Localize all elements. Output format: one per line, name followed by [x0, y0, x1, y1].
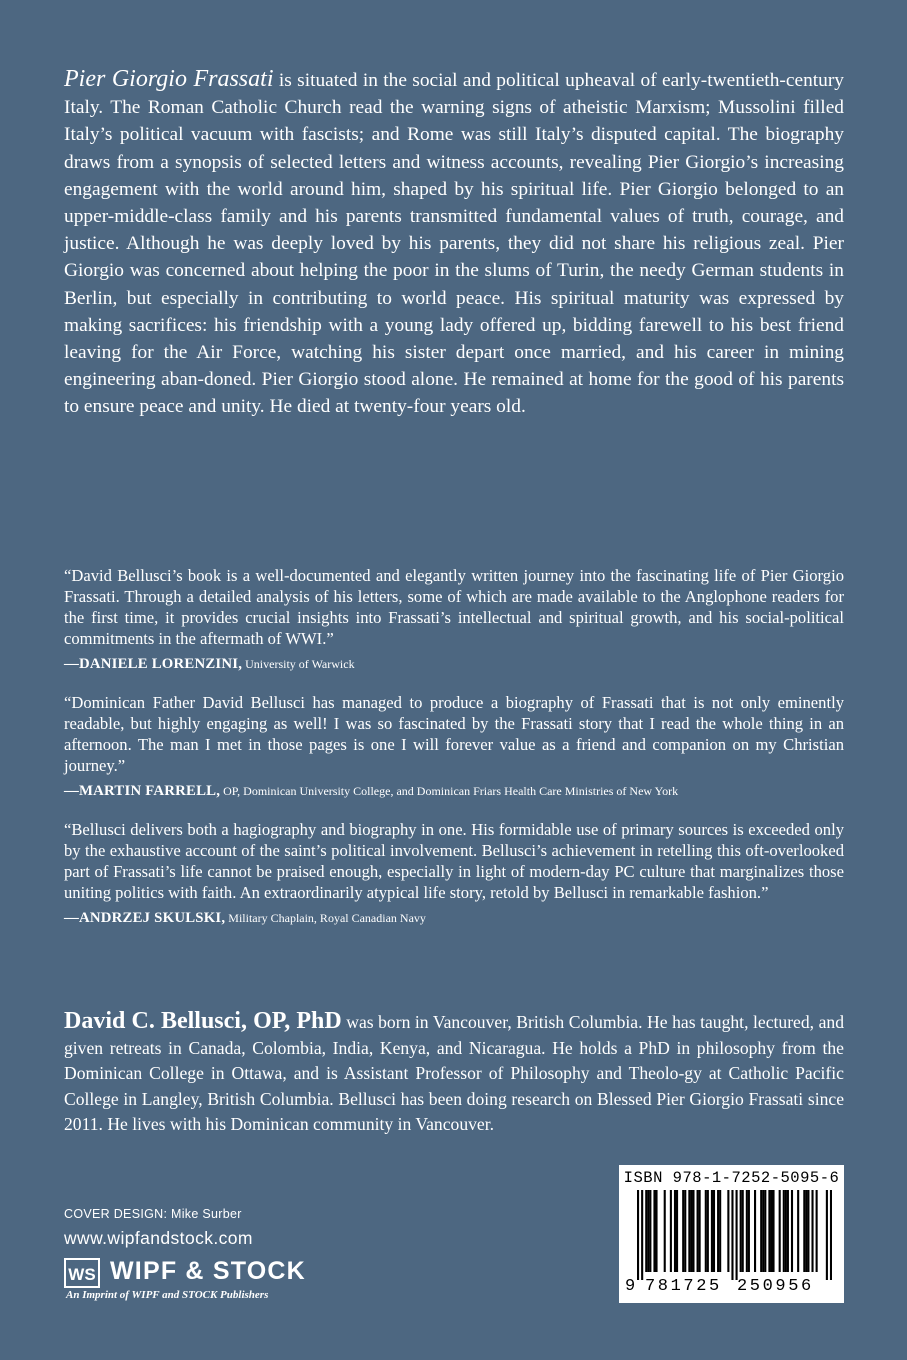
publisher-imprint: [64, 1258, 384, 1304]
barcode-bar: [830, 1190, 832, 1280]
barcode-bar: [783, 1190, 785, 1272]
barcode-digits-right: 250956: [737, 1277, 814, 1296]
barcode-bar: [736, 1190, 738, 1280]
publisher-name: WIPF & STOCK: [110, 1257, 306, 1285]
publisher-imprint-line: An Imprint of WIPF and STOCK Publishers: [66, 1289, 269, 1301]
endorsement-attribution: [64, 910, 844, 926]
book-description-text: is situated in the social and political upheaval of early-twentieth-century Italy. The Roman Catholic Church read the warning signs of atheistic Marxism; Mussolini filled Italy’s political vacuum with fascists; and Rome was still Italy’s disputed capital. The biography draws from a synopsis of selected letters and witness accounts, revealing Pier Giorgio’s increasing engagement with the world around him, shaped by his spiritual life. Pier Giorgio belonged to an upper-middle-class family and his parents transmitted fundamental values of truth, courage, and justice. Although he was deeply loved by his parents, they did not share his religious zeal. Pier Giorgio was concerned about helping the poor in the slums of Turin, the needy German students in Berlin, but especially in contributing to world peace. His spiritual maturity was expressed by making sacrifices: his friendship with a young lady offered up, bidding farewell to his best friend leaving for the Air Force, watching his sister depart once married, and his career in mining engineering aban-doned. Pier Giorgio stood alone. He remained at home for the good of his parents to ensure peace and unity. He died at twenty-four years old.: [64, 70, 844, 418]
endorsement-quote: “Dominican Father David Bellusci has managed to produce a biography of Frassati that is not only eminently readable, but highly engaging as well! I was so fascinated by the Frassati story that I read the whole thing in an afternoon. The man I met in those pages is one I will forever value as a friend and companion on my Christian journey.”: [64, 693, 844, 775]
barcode-bar: [740, 1190, 742, 1272]
barcode-bar: [707, 1190, 709, 1272]
barcode-bar: [713, 1190, 715, 1272]
barcode-bar: [690, 1190, 692, 1272]
barcode-bar: [674, 1190, 676, 1272]
barcode-bar: [682, 1190, 684, 1272]
endorsement: [64, 692, 844, 799]
barcode-bar: [742, 1190, 744, 1272]
endorser-affiliation: University of Warwick: [242, 657, 355, 671]
barcode-bar: [731, 1190, 733, 1280]
barcode-bar: [717, 1190, 719, 1272]
barcode-bar: [692, 1190, 694, 1272]
publisher-logo-letters: WS: [68, 1265, 96, 1284]
barcode-bar: [779, 1190, 781, 1272]
book-description: [64, 66, 844, 421]
barcode-bar: [770, 1190, 772, 1272]
book-title: Pier Giorgio Frassati: [64, 66, 274, 92]
barcode-bars: [637, 1190, 832, 1280]
barcode-bar: [768, 1190, 770, 1272]
barcode-bar: [805, 1190, 807, 1272]
barcode-bar: [816, 1190, 818, 1272]
endorsement-attribution: [64, 656, 844, 672]
endorser-name: —DANIELE LORENZINI,: [64, 656, 243, 672]
barcode-bar: [764, 1190, 766, 1272]
endorsement: [64, 565, 844, 672]
barcode-bar: [705, 1190, 707, 1272]
barcode-bar: [826, 1190, 828, 1280]
barcode-bar: [748, 1190, 750, 1272]
barcode-bar: [762, 1190, 764, 1272]
barcode-bar: [664, 1190, 666, 1272]
barcode-bar: [655, 1190, 657, 1272]
barcode-bar: [653, 1190, 655, 1272]
barcode-bar: [772, 1190, 774, 1272]
endorser-name: —ANDRZEJ SKULSKI,: [64, 910, 226, 926]
barcode-bar: [697, 1190, 699, 1272]
endorsements: [64, 565, 844, 946]
barcode-bar: [797, 1190, 799, 1272]
publisher-website: www.wipfandstock.com: [64, 1228, 253, 1248]
barcode-bar: [670, 1190, 672, 1272]
author-bio-text: was born in Vancouver, British Columbia. He has taught, lectured, and given retreats in Canada, Colombia, India, Kenya, and Nicaragua. He holds a PhD in philosophy from the Dominican College in Ottawa, and is Assistant Professor of Philosophy and Theolo-gy at Catholic Pacific College in Langley, British Columbia. Bellusci has been doing research on Blessed Pier Giorgio Frassati since 2011. He lives with his Dominican community in Vancouver.: [64, 1012, 844, 1135]
barcode-bar: [647, 1190, 649, 1272]
barcode-bar: [807, 1190, 809, 1272]
barcode-bar: [699, 1190, 701, 1272]
barcode-bar: [645, 1190, 647, 1272]
barcode-bar: [684, 1190, 686, 1272]
endorsement-quote: “David Bellusci’s book is a well-documented and elegantly written journey into the fascinating life of Pier Giorgio Frassati. Through a detailed analysis of his letters, some of which are made available to the Anglophone readers for the first time, it provides crucial insights into Frassati’s intellectual and spiritual growth, and his social-political commitments in the aftermath of WWI.”: [64, 566, 844, 648]
endorser-name: —MARTIN FARRELL,: [64, 783, 221, 799]
barcode-digit-first: 9: [625, 1277, 636, 1296]
barcode-bar: [791, 1190, 793, 1272]
barcode-bar: [787, 1190, 789, 1272]
barcode-bar: [803, 1190, 805, 1272]
author-bio: [64, 1009, 844, 1138]
isbn-barcode: [619, 1165, 844, 1303]
barcode-bar: [727, 1190, 729, 1272]
barcode-bar: [719, 1190, 721, 1272]
barcode-bar: [649, 1190, 651, 1272]
barcode-bar: [785, 1190, 787, 1272]
endorser-affiliation: Military Chaplain, Royal Canadian Navy: [225, 911, 426, 925]
isbn-label: ISBN 978-1-7252-5095-6: [623, 1169, 840, 1187]
barcode-bar: [711, 1190, 713, 1272]
endorsement-attribution: [64, 783, 844, 799]
barcode-bar: [641, 1190, 643, 1280]
barcode-digits-left: 781725: [645, 1277, 722, 1296]
barcode-bar: [688, 1190, 690, 1272]
barcode-bar: [746, 1190, 748, 1272]
barcode-bar: [676, 1190, 678, 1272]
endorsement: [64, 819, 844, 926]
endorsement-quote: “Bellusci delivers both a hagiography and biography in one. His formidable use of primary sources is exceeded only by the exhaustive account of the saint’s political involvement. Bellusci’s achievement in retelling this oft-overlooked part of Frassati’s life cannot be praised enough, especially in light of modern-day PC culture that marginalizes those uniting politics with faith. An extraordinarily atypical life story, retold by Bellusci in remarkable fashion.”: [64, 820, 844, 902]
credits: [64, 1206, 253, 1250]
author-name: David C. Bellusci, OP, PhD: [64, 1008, 342, 1034]
cover-design-credit: COVER DESIGN: Mike Surber: [64, 1207, 242, 1221]
barcode-bar: [811, 1190, 813, 1272]
barcode-bar: [754, 1190, 756, 1272]
barcode-bar: [637, 1190, 639, 1280]
endorser-affiliation: OP, Dominican University College, and Dominican Friars Health Care Ministries of New York: [220, 784, 679, 798]
barcode-bar: [760, 1190, 762, 1272]
